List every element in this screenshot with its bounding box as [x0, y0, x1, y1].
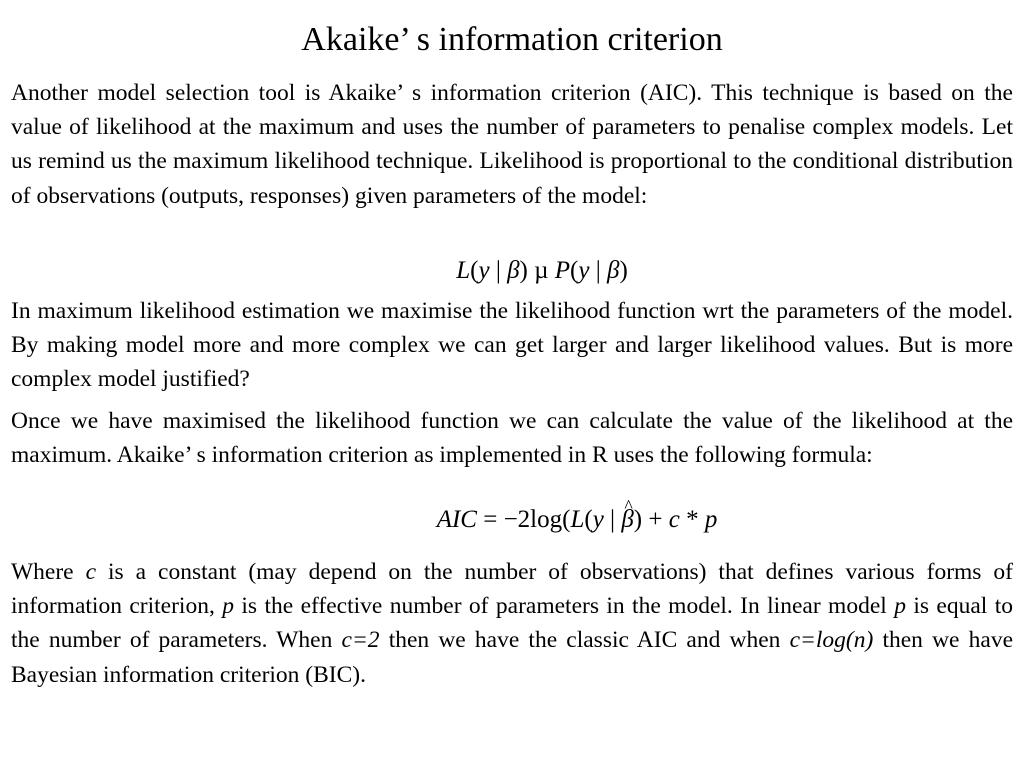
paragraph-intro: Another model selection tool is Akaike’ s information criterion (AIC). This technique is based on the value of likelihood at the maximum and uses the number of parameters to penalise complex models. Let us remind us the maximum likelihood technique. Likelihood is proportional to the conditional distribution of observations (outputs, responses) given parameters of the model:	[11, 80, 1013, 209]
aic-formula: AIC = −2log(L(y | ^ β) + c * p	[0, 503, 1024, 537]
paragraph-aic: Once we have maximised the likelihood function we can calculate the value of the likelihood at the maximum. Akaike’ s information criterion as implemented in R uses the following formula:	[11, 408, 1013, 469]
slide-title: Akaike’ s information criterion	[301, 21, 723, 58]
likelihood-formula: L(y | β) µ P(y | β)	[456, 257, 628, 284]
paragraph-mle: In maximum likelihood estimation we maximise the likelihood function wrt the parameters of the model. By making model more and more complex we can get larger and larger likelihood values. But is more complex model justified?	[11, 298, 1013, 393]
beta-hat: ^ β	[621, 503, 633, 537]
paragraph-definitions: Where c is a constant (may depend on the number of observations) that defines various forms of information criterion, p is the effective number of parameters in the model. In linear model p is equal to the number of parameters. When c=2 then we have the classic AIC and when c=log(n) then we have Bayesian information criterion (BIC).	[11, 559, 1013, 688]
